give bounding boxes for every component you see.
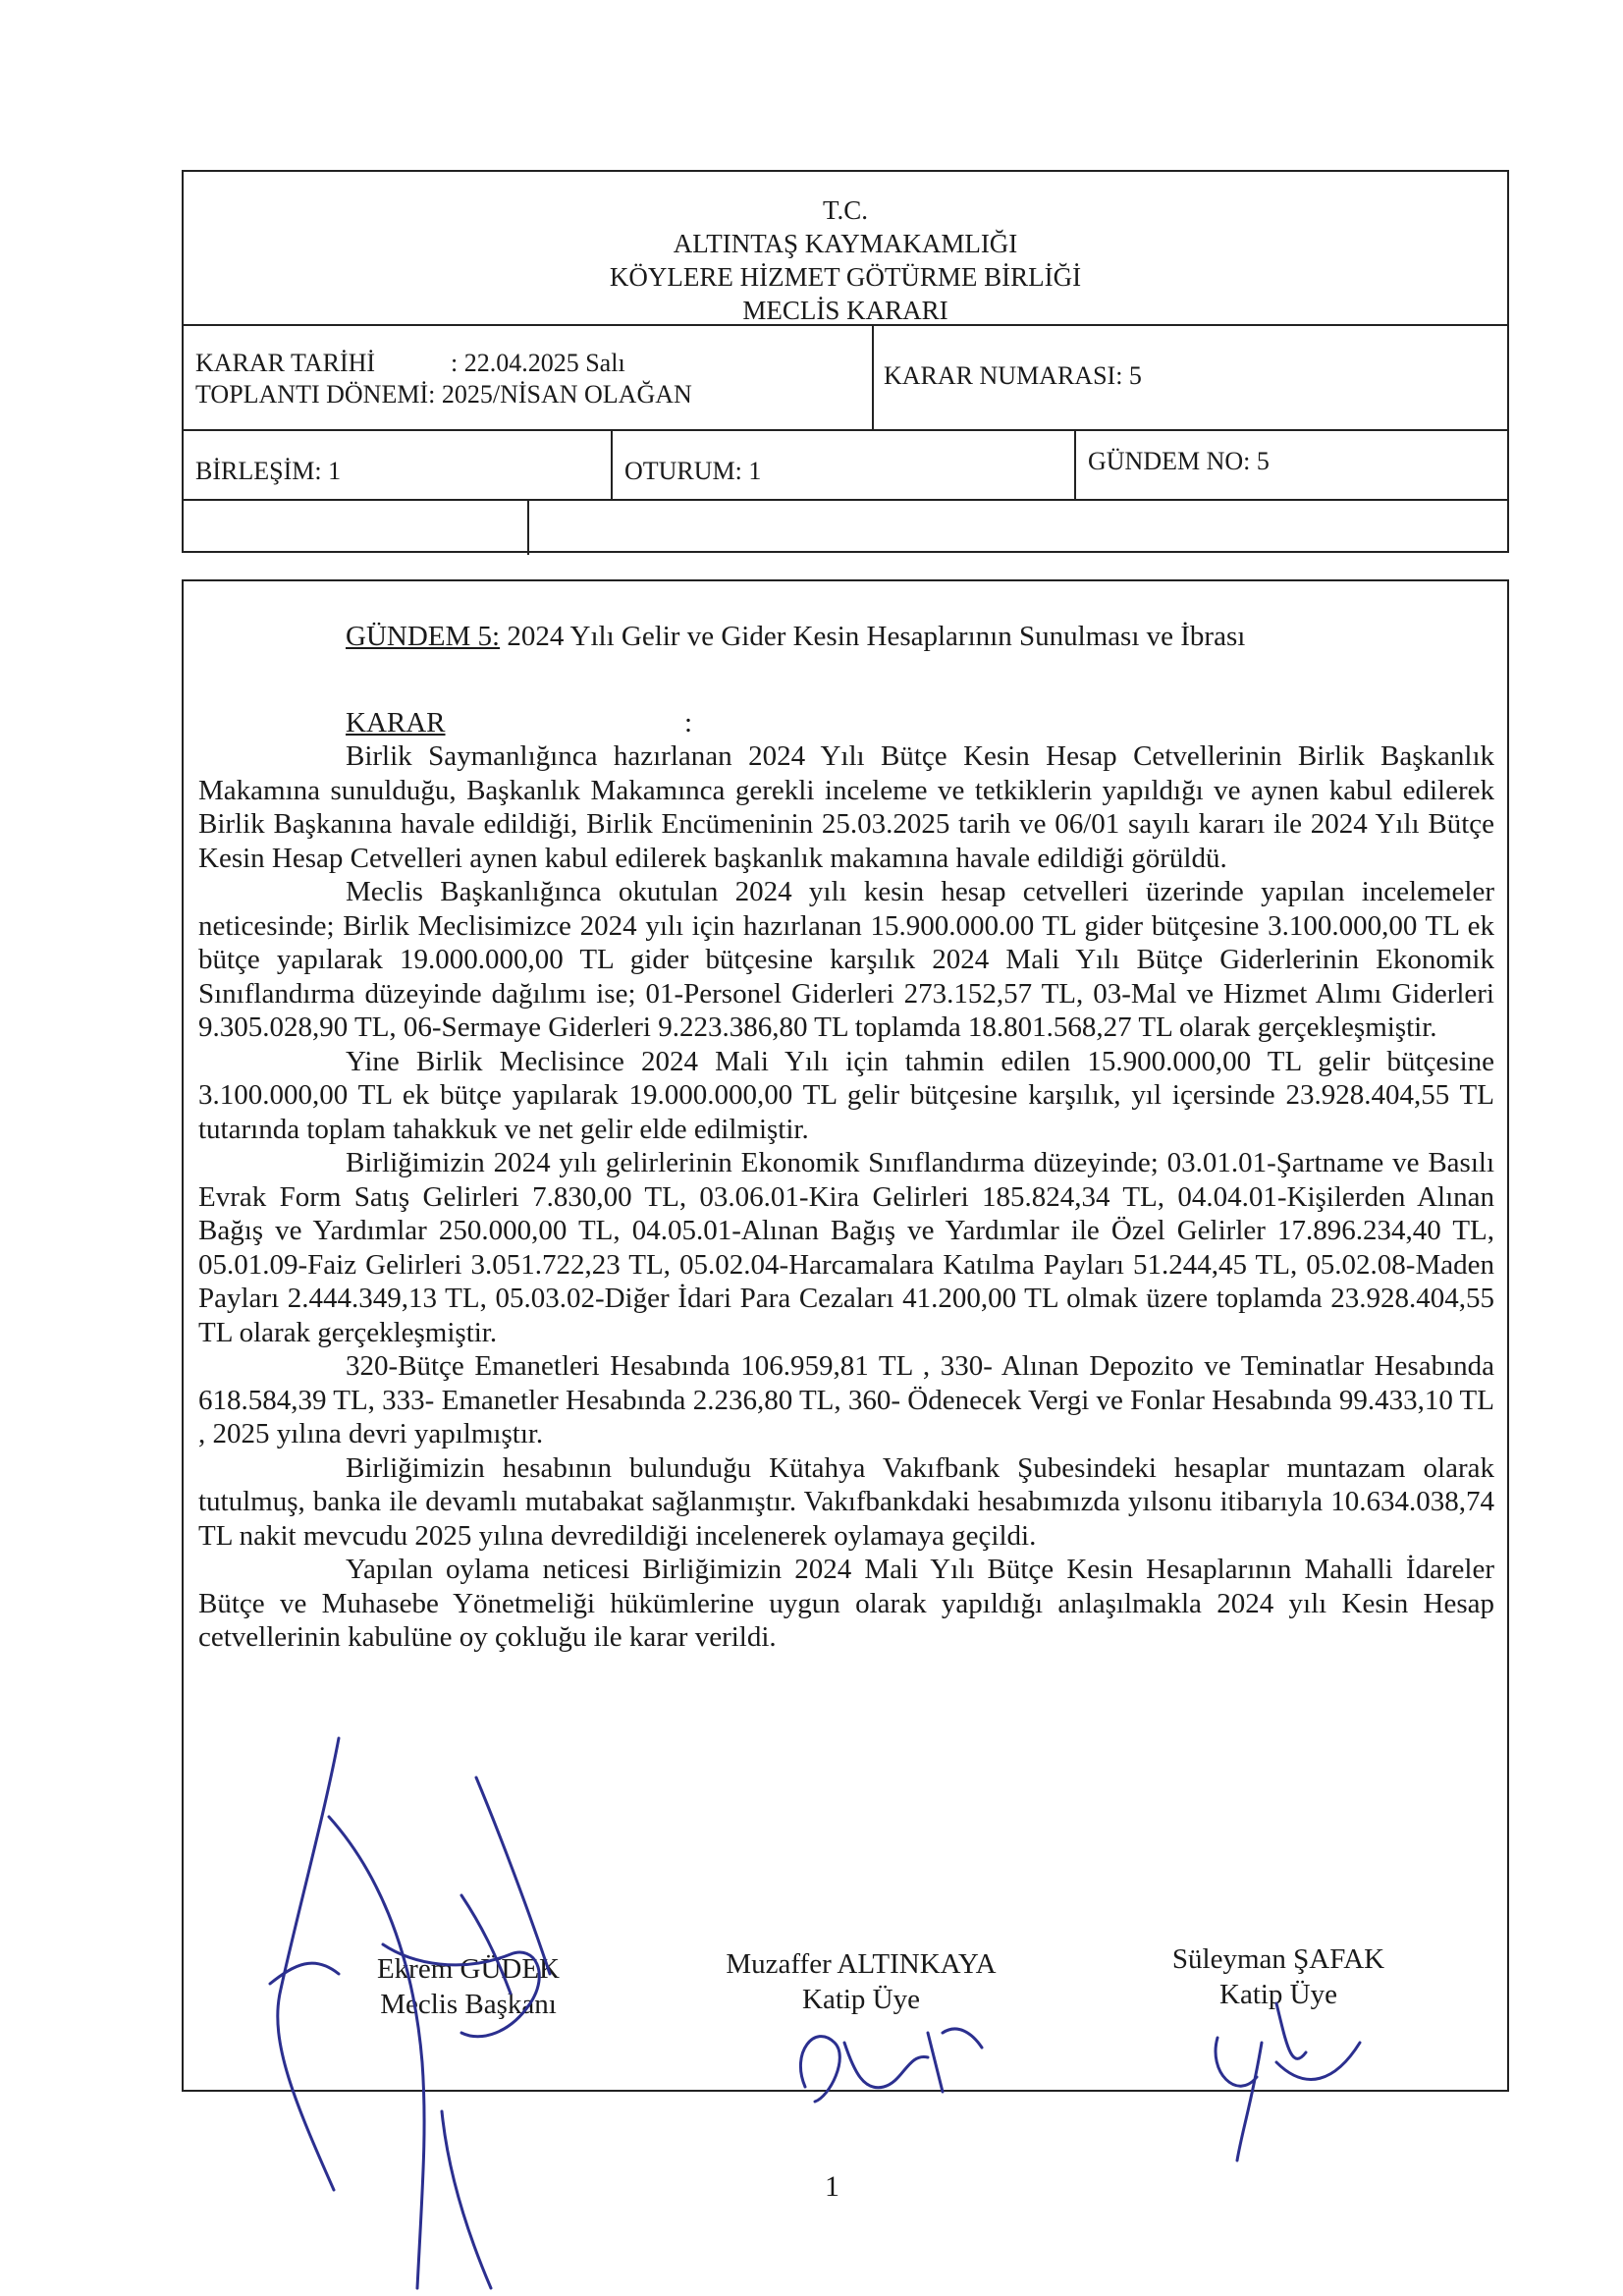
signer-name: Muzaffer ALTINKAYA: [726, 1948, 997, 1980]
decision-body: [182, 579, 1509, 2092]
gundem-heading: [346, 621, 1245, 653]
paragraph: Meclis Başkanlığınca okutulan 2024 yılı kesin hesap cetvelleri üzerinde yapılan incelemeler neticesinde; Birlik Meclisimizce 2024 yılı için hazırlanan 15.900.000.00 TL gider bütçesine 3.100.000,00 TL ek bütçe yapılarak 19.000.000,00 TL gider bütçesine karşılık 2024 Mali Yılı Bütçe Giderlerinin Ekonomik Sınıflandırma düzeyinde dağılımı ise; 01-Personel Giderleri 273.152,57 TL, 03-Mal ve Hizmet Alımı Giderleri 9.305.028,90 TL, 06-Sermaye Giderleri 9.223.386,80 TL toplamda 18.801.568,27 TL olarak gerçekleşmiştir.: [198, 876, 1494, 1043]
gundem-title: 2024 Yılı Gelir ve Gider Kesin Hesaplarının Sunulması ve İbrası: [500, 621, 1246, 652]
toplanti-value: 2025/NİSAN OLAĞAN: [441, 380, 692, 409]
header-table: [182, 170, 1509, 553]
paragraph: Birlik Saymanlığınca hazırlanan 2024 Yılı Bütçe Kesin Hesap Cetvellerinin Birlik Başkanlık Makamına sunulduğu, Başkanlık Makamınca gerekli inceleme ve tetkiklerin yapıldığı ve aynen kabul edilerek Birlik Başkanına havale edildiği, Birlik Encümeninin 25.03.2025 tarih ve 06/01 sayılı kararı ile 2024 Yılı Bütçe Kesin Hesap Cetvelleri aynen kabul edilerek başkanlık makamına havale edildiği görüldü.: [198, 740, 1494, 874]
toplanti-label: TOPLANTI DÖNEMİ:: [195, 380, 436, 409]
signer-title: Katip Üye: [1219, 1979, 1337, 2010]
signer-name: Ekrem GÜDEK: [376, 1953, 561, 1985]
header-session-row: [184, 431, 1507, 501]
header-line-birlik: KÖYLERE HİZMET GÖTÜRME BİRLİĞİ: [609, 262, 1082, 292]
paragraph: Yapılan oylama neticesi Birliğimizin 2024 Mali Yılı Bütçe Kesin Hesaplarının Mahalli İdareler Bütçe ve Muhasebe Yönetmeliği hükümlerine uygun olarak yapıldığı anlaşılmakla 2024 yılı Kesin Hesap cetvellerinin kabulüne oy çokluğu ile karar verildi.: [198, 1554, 1494, 1653]
signer-title: Katip Üye: [802, 1984, 920, 2015]
karar-heading: [346, 707, 692, 739]
paragraph: Birliğimizin hesabının bulunduğu Kütahya Vakıfbank Şubesindeki hesaplar muntazam olarak tutulmuş, banka ile devamlı mutabakat sağlanmıştır. Vakıfbankdaki hesabımızda yılsonu itibarıyla 10.634.038,74 TL nakit mevcudu 2025 yılına devredildiği incelenerek oylamaya geçildi.: [198, 1451, 1494, 1552]
header-line-kaymakamlik: ALTINTAŞ KAYMAKAMLIĞI: [673, 229, 1018, 258]
paragraph: Birliğimizin 2024 yılı gelirlerinin Ekonomik Sınıflandırma düzeyinde; 03.01.01-Şartname ve Basılı Evrak Form Satış Gelirleri 7.830,00 TL, 03.06.01-Kira Gelirleri 185.824,34 TL, 04.04.01-Kişilerden Alınan Bağış ve Yardımlar 250.000,00 TL, 04.05.01-Alınan Bağış ve Yardımlar ile Özel Gelirler 17.896.234,40 TL, 05.01.09-Faiz Gelirleri 3.051.722,23 TL, 05.02.04-Harcamalara Katılma Payları 51.244,45 TL, 05.02.08-Maden Payları 2.444.349,13 TL, 05.03.02-Diğer İdari Para Cezaları 41.200,00 TL olmak üzere toplamda 23.928.404,55 TL olarak gerçekleşmiştir.: [198, 1147, 1494, 1348]
header-date-row: [184, 326, 1507, 431]
signature-block-clerk-2: [1121, 1941, 1435, 2012]
decision-text: [198, 739, 1494, 1655]
page-number: 1: [825, 2170, 839, 2203]
karar-tarihi-label: KARAR TARİHİ: [195, 349, 376, 377]
signer-name: Süleyman ŞAFAK: [1171, 1943, 1385, 1975]
gundem-label: GÜNDEM 5:: [346, 621, 501, 652]
signature-block-clerk-1: [675, 1946, 1048, 2017]
birlesim: BİRLEŞİM: 1: [184, 431, 613, 499]
header-line-tc: T.C.: [823, 195, 868, 225]
karar-label: KARAR: [346, 707, 446, 738]
empty-cell: [184, 501, 529, 555]
paragraph: Yine Birlik Meclisince 2024 Mali Yılı için tahmin edilen 15.900.000,00 TL gelir bütçesine 3.100.000,00 TL ek bütçe yapılarak 19.000.000,00 TL gelir bütçesine karşılık, yıl içersinde 23.928.404,55 TL tutarında toplam tahakkuk ve net gelir elde edilmiştir.: [198, 1045, 1494, 1145]
karar-numarasi: KARAR NUMARASI: 5: [884, 361, 1142, 390]
signature-block-chair: [321, 1951, 616, 2022]
header-empty-row: [184, 501, 1507, 555]
gundem-no: GÜNDEM NO: 5: [1088, 447, 1270, 475]
signer-title: Meclis Başkanı: [380, 1989, 557, 2020]
paragraph: 320-Bütçe Emanetleri Hesabında 106.959,81 TL , 330- Alınan Depozito ve Teminatlar Hesabında 618.584,39 TL, 333- Emanetler Hesabında 2.236,80 TL, 360- Ödenecek Vergi ve Fonlar Hesabında 99.433,10 TL , 2025 yılına devri yapılmıştır.: [198, 1350, 1494, 1449]
karar-tarihi-value: : 22.04.2025 Salı: [451, 349, 625, 377]
date-cell: [184, 326, 874, 429]
header-title-block: [184, 172, 1507, 326]
karar-colon: :: [684, 707, 693, 738]
header-line-meclis-karari: MECLİS KARARI: [742, 296, 948, 325]
oturum: OTURUM: 1: [613, 431, 1076, 499]
